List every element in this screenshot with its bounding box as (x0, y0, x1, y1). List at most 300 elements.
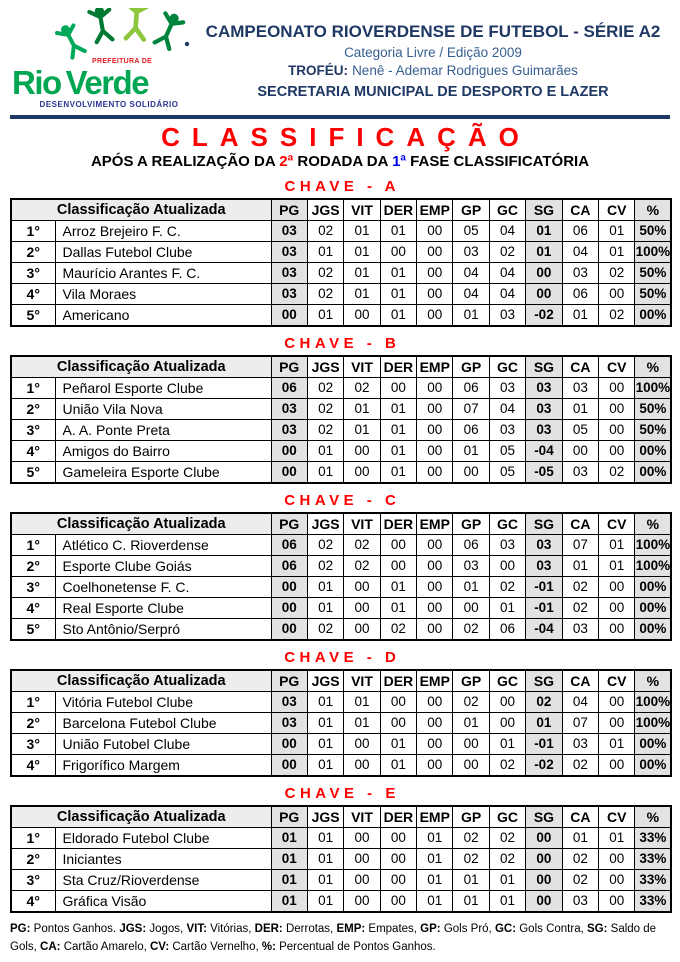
legend-definition: Percentual de Pontos Ganhos. (275, 940, 436, 953)
legend-definition: Gols Contra, (516, 923, 587, 935)
stat-cell-vit: 02 (344, 556, 380, 577)
legend-term: GC: (494, 923, 517, 935)
stat-cell-emp: 00 (417, 462, 453, 484)
stat-cell-gc: 01 (489, 891, 525, 913)
column-header-emp: EMP (417, 356, 453, 378)
team-name-cell: Sta Cruz/Rioverdense (55, 870, 271, 891)
stat-cell-pg: 03 (271, 399, 307, 420)
group-section (10, 785, 670, 913)
stat-cell-emp: 00 (417, 399, 453, 420)
stat-cell-ca: 01 (562, 305, 598, 327)
column-header-classification: Classificação Atualizada (11, 806, 271, 828)
team-name-cell: Dallas Futebol Clube (55, 242, 271, 263)
stat-cell-gp: 06 (453, 378, 489, 399)
stat-cell-gp: 05 (453, 221, 489, 242)
stat-cell-gp: 00 (453, 598, 489, 619)
classification-title: CLASSIFICAÇÃO (161, 122, 531, 152)
stat-cell-cv: 00 (599, 598, 635, 619)
stat-cell-jgs: 02 (307, 284, 343, 305)
team-name-cell: Arroz Brejeiro F. C. (55, 221, 271, 242)
column-header-vit: VIT (344, 199, 380, 221)
position-cell: 3° (11, 577, 55, 598)
stat-cell-vit: 01 (344, 420, 380, 441)
stat-cell-der: 00 (380, 891, 416, 913)
stat-cell-gp: 04 (453, 284, 489, 305)
position-cell: 3° (11, 734, 55, 755)
stat-cell-der: 01 (380, 577, 416, 598)
column-header-gp: GP (453, 513, 489, 535)
stat-cell-ca: 04 (562, 242, 598, 263)
stat-cell-sg: 03 (526, 378, 562, 399)
column-header-pct: % (635, 356, 671, 378)
stat-cell-der: 01 (380, 734, 416, 755)
stat-cell-emp: 00 (417, 577, 453, 598)
stat-cell-vit: 01 (344, 713, 380, 734)
stat-cell-jgs: 01 (307, 755, 343, 777)
column-header-vit: VIT (344, 356, 380, 378)
table-header-row (11, 670, 671, 692)
stat-cell-sg: -02 (526, 305, 562, 327)
stat-cell-gp: 02 (453, 692, 489, 713)
position-cell: 5° (11, 462, 55, 484)
stat-cell-gc: 03 (489, 420, 525, 441)
stat-cell-jgs: 01 (307, 870, 343, 891)
category-edition: Categoria Livre / Edição 2009 (344, 45, 522, 60)
stat-cell-der: 00 (380, 556, 416, 577)
logo-prefeitura-text: PREFEITURA DE (92, 58, 153, 65)
stat-cell-pg: 00 (271, 598, 307, 619)
stat-cell-vit: 00 (344, 755, 380, 777)
stat-cell-jgs: 02 (307, 399, 343, 420)
stat-cell-cv: 00 (599, 420, 635, 441)
position-cell: 1° (11, 535, 55, 556)
table-row (11, 828, 671, 849)
legend-definition: Pontos Ganhos. (30, 923, 120, 935)
legend-term: EMP: (336, 923, 366, 935)
stat-cell-der: 00 (380, 535, 416, 556)
team-name-cell: Maurício Arantes F. C. (55, 263, 271, 284)
standings-table (10, 198, 672, 327)
position-cell: 5° (11, 619, 55, 641)
stat-cell-gc: 01 (489, 598, 525, 619)
table-row (11, 263, 671, 284)
team-name-cell: Coelhonetense F. C. (55, 577, 271, 598)
stat-cell-cv: 00 (599, 619, 635, 641)
stat-cell-emp: 00 (417, 535, 453, 556)
position-cell: 3° (11, 263, 55, 284)
position-cell: 4° (11, 755, 55, 777)
stat-cell-ca: 02 (562, 598, 598, 619)
stat-cell-pg: 03 (271, 284, 307, 305)
stat-cell-der: 00 (380, 849, 416, 870)
stat-cell-der: 01 (380, 263, 416, 284)
stat-cell-sg: 00 (526, 284, 562, 305)
stat-cell-pg: 03 (271, 221, 307, 242)
column-header-emp: EMP (417, 670, 453, 692)
legend-term: VIT: (186, 923, 207, 935)
stat-cell-emp: 01 (417, 891, 453, 913)
stat-cell-ca: 03 (562, 263, 598, 284)
column-header-der: DER (380, 806, 416, 828)
legend-definition: Derrotas, (282, 923, 337, 935)
team-name-cell: Americano (55, 305, 271, 327)
stat-cell-jgs: 01 (307, 242, 343, 263)
stat-cell-vit: 00 (344, 891, 380, 913)
stat-cell-emp: 00 (417, 755, 453, 777)
stat-cell-jgs: 01 (307, 462, 343, 484)
column-header-gc: GC (489, 513, 525, 535)
stat-cell-gc: 04 (489, 399, 525, 420)
stat-cell-pg: 01 (271, 891, 307, 913)
stat-cell-gc: 02 (489, 242, 525, 263)
position-cell: 1° (11, 828, 55, 849)
column-header-jgs: JGS (307, 806, 343, 828)
stat-cell-gc: 02 (489, 755, 525, 777)
stat-cell-pct: 33% (635, 849, 671, 870)
standings-table (10, 512, 672, 641)
stat-cell-ca: 03 (562, 619, 598, 641)
stat-cell-gc: 00 (489, 556, 525, 577)
column-header-gp: GP (453, 199, 489, 221)
column-header-sg: SG (526, 513, 562, 535)
column-header-sg: SG (526, 199, 562, 221)
standings-table (10, 669, 672, 777)
stat-cell-emp: 00 (417, 619, 453, 641)
stat-cell-pct: 00% (635, 755, 671, 777)
table-header-row (11, 199, 671, 221)
team-name-cell: Amigos do Bairro (55, 441, 271, 462)
stat-cell-der: 01 (380, 399, 416, 420)
legend-term: SG: (587, 923, 608, 935)
stat-cell-pct: 00% (635, 734, 671, 755)
team-name-cell: Peñarol Esporte Clube (55, 378, 271, 399)
stat-cell-sg: 03 (526, 420, 562, 441)
stat-cell-ca: 06 (562, 221, 598, 242)
table-row (11, 734, 671, 755)
table-row (11, 420, 671, 441)
stat-cell-pg: 03 (271, 713, 307, 734)
stat-cell-pct: 00% (635, 462, 671, 484)
stat-cell-gp: 03 (453, 242, 489, 263)
stat-cell-der: 00 (380, 378, 416, 399)
team-name-cell: Sto Antônio/Serpró (55, 619, 271, 641)
legend-definition: Gols Pró, (440, 923, 495, 935)
stat-cell-pg: 06 (271, 556, 307, 577)
column-header-pg: PG (271, 199, 307, 221)
column-header-ca: CA (562, 670, 598, 692)
stat-cell-vit: 00 (344, 849, 380, 870)
stat-cell-vit: 00 (344, 462, 380, 484)
stat-cell-pct: 00% (635, 619, 671, 641)
column-header-jgs: JGS (307, 356, 343, 378)
group-title: CHAVE - A (284, 178, 400, 195)
stat-cell-vit: 00 (344, 598, 380, 619)
stat-cell-der: 01 (380, 305, 416, 327)
position-cell: 1° (11, 378, 55, 399)
stat-cell-jgs: 02 (307, 378, 343, 399)
stat-cell-gp: 02 (453, 619, 489, 641)
stat-cell-emp: 00 (417, 713, 453, 734)
stat-cell-cv: 00 (599, 399, 635, 420)
column-header-gc: GC (489, 806, 525, 828)
stat-cell-der: 01 (380, 221, 416, 242)
team-name-cell: Vila Moraes (55, 284, 271, 305)
stat-cell-gp: 01 (453, 577, 489, 598)
stat-cell-cv: 00 (599, 577, 635, 598)
column-header-gc: GC (489, 199, 525, 221)
table-row (11, 849, 671, 870)
team-name-cell: Atlético C. Rioverdense (55, 535, 271, 556)
column-header-ca: CA (562, 199, 598, 221)
stat-cell-sg: -04 (526, 441, 562, 462)
stat-cell-pg: 03 (271, 263, 307, 284)
stat-cell-ca: 03 (562, 891, 598, 913)
stat-cell-vit: 02 (344, 378, 380, 399)
stat-cell-jgs: 01 (307, 577, 343, 598)
stat-cell-gc: 04 (489, 284, 525, 305)
table-row (11, 598, 671, 619)
stat-cell-sg: 02 (526, 692, 562, 713)
table-row (11, 441, 671, 462)
column-header-der: DER (380, 199, 416, 221)
table-row (11, 713, 671, 734)
stat-cell-pct: 50% (635, 420, 671, 441)
column-header-pct: % (635, 806, 671, 828)
stat-cell-jgs: 01 (307, 305, 343, 327)
stat-cell-pg: 06 (271, 535, 307, 556)
stat-cell-emp: 00 (417, 284, 453, 305)
subtitle-phase-number: 1ª (392, 153, 406, 170)
stat-cell-sg: 00 (526, 891, 562, 913)
stat-cell-emp: 00 (417, 441, 453, 462)
stat-cell-gp: 06 (453, 535, 489, 556)
stat-cell-gp: 04 (453, 263, 489, 284)
header-text (196, 6, 670, 112)
stat-cell-cv: 00 (599, 713, 635, 734)
team-name-cell: Iniciantes (55, 849, 271, 870)
stat-cell-gp: 01 (453, 305, 489, 327)
stat-cell-jgs: 01 (307, 441, 343, 462)
stat-cell-gc: 03 (489, 535, 525, 556)
rio-verde-logo (10, 6, 196, 112)
document-header (10, 6, 670, 112)
trophy-label: TROFÉU: (288, 63, 349, 78)
stat-cell-sg: -05 (526, 462, 562, 484)
stat-cell-sg: 01 (526, 713, 562, 734)
stat-cell-gp: 01 (453, 891, 489, 913)
stat-cell-vit: 00 (344, 828, 380, 849)
position-cell: 2° (11, 399, 55, 420)
column-header-gp: GP (453, 356, 489, 378)
stat-cell-jgs: 01 (307, 713, 343, 734)
stat-cell-jgs: 01 (307, 598, 343, 619)
stat-cell-ca: 00 (562, 441, 598, 462)
team-name-cell: Esporte Clube Goiás (55, 556, 271, 577)
legend-definition: Cartão Vernelho, (169, 940, 262, 953)
position-cell: 3° (11, 420, 55, 441)
stat-cell-cv: 01 (599, 556, 635, 577)
column-header-sg: SG (526, 670, 562, 692)
stat-cell-cv: 00 (599, 692, 635, 713)
stat-cell-sg: -01 (526, 598, 562, 619)
stat-cell-pg: 00 (271, 619, 307, 641)
stat-cell-vit: 00 (344, 305, 380, 327)
stat-cell-emp: 00 (417, 692, 453, 713)
table-row (11, 305, 671, 327)
stat-cell-gp: 07 (453, 399, 489, 420)
stat-cell-cv: 02 (599, 305, 635, 327)
stat-cell-pct: 00% (635, 577, 671, 598)
position-cell: 2° (11, 849, 55, 870)
column-header-ca: CA (562, 806, 598, 828)
stat-cell-der: 00 (380, 828, 416, 849)
column-header-classification: Classificação Atualizada (11, 513, 271, 535)
stat-cell-der: 00 (380, 692, 416, 713)
position-cell: 2° (11, 713, 55, 734)
stat-cell-pct: 33% (635, 828, 671, 849)
stat-cell-pct: 50% (635, 284, 671, 305)
stat-cell-emp: 00 (417, 221, 453, 242)
stat-cell-gc: 03 (489, 378, 525, 399)
stat-cell-cv: 00 (599, 870, 635, 891)
stat-cell-pg: 00 (271, 577, 307, 598)
stat-cell-sg: 01 (526, 221, 562, 242)
column-header-jgs: JGS (307, 513, 343, 535)
table-row (11, 891, 671, 913)
legend-definition: Empates, (365, 923, 421, 935)
column-header-der: DER (380, 356, 416, 378)
column-header-vit: VIT (344, 670, 380, 692)
stat-cell-ca: 01 (562, 399, 598, 420)
stat-cell-jgs: 02 (307, 535, 343, 556)
table-row (11, 284, 671, 305)
stat-cell-gp: 00 (453, 755, 489, 777)
stat-cell-vit: 01 (344, 399, 380, 420)
trophy-line (196, 63, 670, 78)
stat-cell-pct: 00% (635, 305, 671, 327)
stat-cell-jgs: 01 (307, 891, 343, 913)
column-header-emp: EMP (417, 513, 453, 535)
stat-cell-sg: -01 (526, 734, 562, 755)
stat-cell-cv: 00 (599, 755, 635, 777)
stat-cell-sg: -02 (526, 755, 562, 777)
stat-cell-jgs: 01 (307, 849, 343, 870)
stat-cell-pct: 100% (635, 242, 671, 263)
stat-cell-gp: 02 (453, 828, 489, 849)
column-header-gp: GP (453, 806, 489, 828)
stat-cell-pct: 100% (635, 692, 671, 713)
stat-cell-gp: 02 (453, 849, 489, 870)
stat-cell-pct: 50% (635, 263, 671, 284)
stat-cell-vit: 00 (344, 577, 380, 598)
stat-cell-pct: 50% (635, 221, 671, 242)
group-section (10, 492, 670, 641)
column-header-vit: VIT (344, 806, 380, 828)
stat-cell-emp: 00 (417, 556, 453, 577)
column-header-sg: SG (526, 356, 562, 378)
stat-cell-vit: 00 (344, 441, 380, 462)
stat-cell-emp: 00 (417, 420, 453, 441)
stat-cell-ca: 02 (562, 755, 598, 777)
stat-cell-pct: 33% (635, 891, 671, 913)
position-cell: 5° (11, 305, 55, 327)
stat-cell-gc: 04 (489, 263, 525, 284)
legend-term: GP: (420, 923, 441, 935)
stat-cell-jgs: 01 (307, 828, 343, 849)
stat-cell-gc: 00 (489, 713, 525, 734)
stat-cell-pg: 06 (271, 378, 307, 399)
stat-cell-gc: 01 (489, 870, 525, 891)
column-header-cv: CV (599, 670, 635, 692)
groups-container (10, 178, 670, 913)
stat-cell-emp: 00 (417, 305, 453, 327)
team-name-cell: União Vila Nova (55, 399, 271, 420)
group-section (10, 649, 670, 777)
stat-cell-vit: 00 (344, 734, 380, 755)
stat-cell-pct: 100% (635, 535, 671, 556)
logo-rio-text: Rio (12, 64, 61, 101)
stat-cell-der: 01 (380, 284, 416, 305)
stat-cell-ca: 06 (562, 284, 598, 305)
column-header-emp: EMP (417, 199, 453, 221)
table-row (11, 221, 671, 242)
stat-cell-der: 01 (380, 598, 416, 619)
table-header-row (11, 356, 671, 378)
stat-cell-pg: 01 (271, 870, 307, 891)
stat-cell-pct: 33% (635, 870, 671, 891)
column-header-pg: PG (271, 356, 307, 378)
column-header-gc: GC (489, 670, 525, 692)
legend-definition: Vitórias, (206, 923, 255, 935)
stat-cell-sg: 00 (526, 870, 562, 891)
column-header-der: DER (380, 670, 416, 692)
column-header-vit: VIT (344, 513, 380, 535)
stat-cell-emp: 00 (417, 598, 453, 619)
column-header-jgs: JGS (307, 199, 343, 221)
stat-cell-der: 01 (380, 462, 416, 484)
stat-cell-gc: 02 (489, 849, 525, 870)
stat-cell-pg: 03 (271, 242, 307, 263)
column-header-cv: CV (599, 199, 635, 221)
logo-wordmark (12, 64, 148, 102)
stat-cell-jgs: 02 (307, 556, 343, 577)
stat-cell-vit: 00 (344, 870, 380, 891)
stat-cell-vit: 00 (344, 619, 380, 641)
stat-cell-sg: -01 (526, 577, 562, 598)
stat-cell-vit: 01 (344, 692, 380, 713)
stat-cell-sg: 00 (526, 263, 562, 284)
stat-cell-sg: 03 (526, 535, 562, 556)
legend-term: PG: (10, 923, 31, 935)
standings-table (10, 355, 672, 484)
column-header-emp: EMP (417, 806, 453, 828)
subtitle-mid: RODADA DA (293, 153, 393, 170)
stat-cell-cv: 00 (599, 891, 635, 913)
stat-cell-sg: 00 (526, 828, 562, 849)
legend (10, 921, 670, 957)
stat-cell-gp: 01 (453, 713, 489, 734)
logo-verde-text: Verde (65, 64, 149, 101)
stat-cell-pg: 00 (271, 462, 307, 484)
table-header-row (11, 513, 671, 535)
stat-cell-gc: 06 (489, 619, 525, 641)
column-header-pg: PG (271, 806, 307, 828)
stat-cell-ca: 07 (562, 713, 598, 734)
stat-cell-pg: 01 (271, 828, 307, 849)
stat-cell-pg: 00 (271, 305, 307, 327)
stat-cell-pg: 00 (271, 734, 307, 755)
stat-cell-pct: 100% (635, 556, 671, 577)
